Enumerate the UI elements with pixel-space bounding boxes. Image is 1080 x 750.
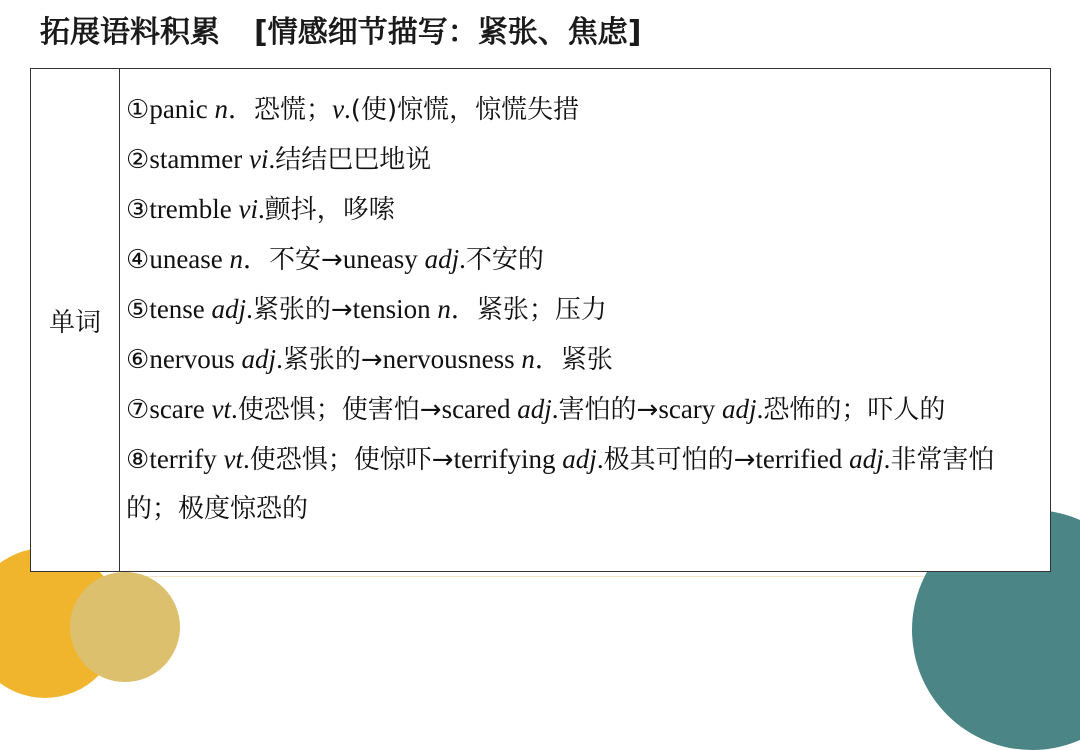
chinese-text: 结结巴巴地说: [275, 145, 432, 175]
english-word: nervousness: [382, 344, 522, 374]
part-of-speech: vi: [238, 194, 259, 224]
chinese-text: ②: [126, 145, 150, 175]
part-of-speech: adj: [722, 394, 757, 424]
part-of-speech: vt: [223, 444, 244, 474]
english-word: .: [231, 394, 238, 424]
chinese-text: 恐怖的；吓人的: [763, 395, 946, 425]
english-word: tremble: [149, 194, 239, 224]
english-word: .: [246, 294, 253, 324]
part-of-speech: adj: [241, 344, 277, 374]
part-of-speech: n: [521, 344, 535, 374]
part-of-speech: adj: [562, 444, 597, 474]
chinese-text: ①: [126, 95, 150, 125]
chinese-text: ．不安→: [243, 245, 343, 275]
title-main: 拓展语料积累: [40, 15, 220, 50]
chinese-text: ⑦: [126, 395, 150, 425]
english-word: scare: [149, 394, 212, 424]
chinese-text: ⑥: [126, 345, 150, 375]
vocab-entry: [126, 335, 1044, 385]
chinese-text: ．紧张: [534, 345, 613, 375]
english-word: stammer: [149, 144, 250, 174]
english-word: .: [258, 194, 265, 224]
chinese-text: ．紧张；压力: [450, 295, 607, 325]
entries-cell: [120, 69, 1051, 572]
chinese-text: ④: [126, 245, 150, 275]
part-of-speech: adj: [424, 244, 460, 274]
chinese-text: ③: [126, 195, 150, 225]
part-of-speech: n: [214, 94, 229, 124]
english-word: .: [459, 244, 466, 274]
english-word: .: [756, 394, 764, 424]
chinese-text: ．恐慌；: [228, 95, 333, 125]
vocab-entry: [126, 385, 1044, 435]
english-word: .: [344, 94, 351, 124]
part-of-speech: n: [437, 294, 451, 324]
english-word: terrified: [755, 444, 850, 474]
english-word: tension: [352, 294, 438, 324]
entry-list: [126, 85, 1044, 534]
english-word: .: [551, 394, 559, 424]
english-word: tense: [149, 294, 212, 324]
english-word: scared: [441, 394, 518, 424]
english-word: .: [883, 444, 891, 474]
decorative-line-bottom: [30, 576, 1050, 577]
chinese-text: ⑤: [126, 295, 150, 325]
english-word: terrify: [149, 444, 224, 474]
english-word: panic: [149, 94, 215, 124]
part-of-speech: adj: [211, 294, 247, 324]
vocab-entry: [126, 285, 1044, 335]
vocab-entry: [126, 135, 1044, 185]
page-title: [40, 8, 641, 58]
chinese-text: 使恐惧；使害怕→: [237, 395, 442, 425]
part-of-speech: v: [332, 94, 345, 124]
chinese-text: (使)惊慌，惊慌失措: [350, 95, 580, 125]
chinese-text: 害怕的→: [558, 395, 659, 425]
english-word: terrifying: [453, 444, 563, 474]
vocabulary-table: [30, 68, 1051, 572]
part-of-speech: vt: [211, 394, 232, 424]
part-of-speech: n: [229, 244, 244, 274]
english-word: .: [276, 344, 283, 374]
chinese-text: 紧张的→: [252, 295, 353, 325]
english-word: .: [596, 444, 604, 474]
title-sub: [情感细节描写：紧张、焦虑]: [254, 15, 642, 50]
table-row: [31, 69, 1051, 572]
chinese-text: 使恐惧；使惊吓→: [249, 445, 454, 475]
chinese-text: 颤抖，哆嗦: [264, 195, 395, 225]
category-label: 单词: [31, 69, 120, 572]
english-word: scary: [658, 394, 723, 424]
decorative-circle-tan: [70, 572, 180, 682]
chinese-text: ⑧: [126, 445, 150, 475]
vocab-entry: [126, 85, 1044, 135]
english-word: uneasy: [342, 244, 425, 274]
part-of-speech: vi: [249, 144, 269, 174]
vocab-entry: [126, 435, 1044, 534]
english-word: .: [243, 444, 250, 474]
part-of-speech: adj: [849, 444, 884, 474]
chinese-text: 不安的: [465, 245, 544, 275]
english-word: nervous: [149, 344, 242, 374]
chinese-text: 非常害怕的；极度惊恐的: [126, 445, 995, 524]
chinese-text: 极其可怕的→: [603, 445, 756, 475]
chinese-text: 紧张的→: [282, 345, 383, 375]
vocab-entry: [126, 185, 1044, 235]
vocab-entry: [126, 235, 1044, 285]
english-word: unease: [149, 244, 230, 274]
part-of-speech: adj: [517, 394, 552, 424]
english-word: .: [268, 144, 276, 174]
